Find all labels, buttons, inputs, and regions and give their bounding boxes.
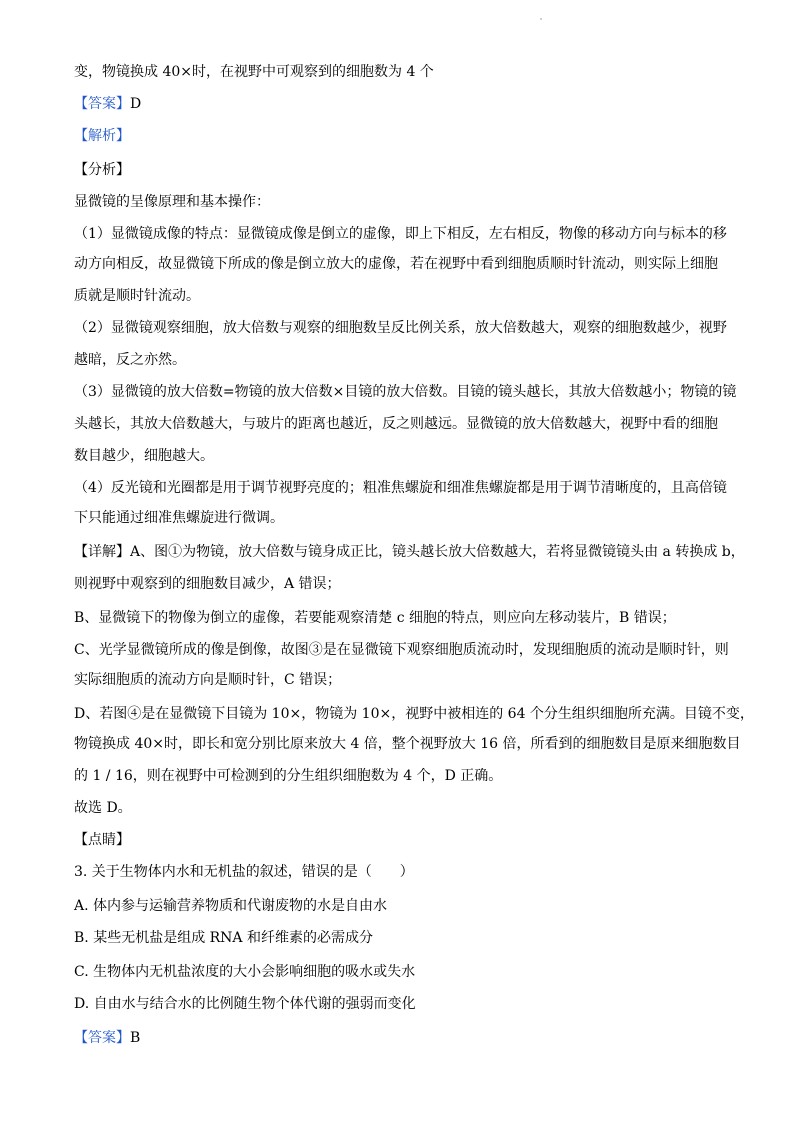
detail-line <box>74 574 341 594</box>
text-line <box>74 192 270 212</box>
option-d <box>74 994 416 1014</box>
line-text: 则视野中观察到的细胞数目减少，A 错误； <box>74 576 341 592</box>
detail-line <box>74 670 341 690</box>
line-text: 数目越少，细胞越大。 <box>74 448 214 464</box>
detail-line <box>74 734 741 754</box>
section-tag: 【解析】 <box>74 128 130 144</box>
point-1-line <box>74 224 727 244</box>
line-text: （3）显微镜的放大倍数=物镜的放大倍数×目镜的放大倍数。目镜的镜头越长，其放大倍数越小；物镜的镜 <box>74 384 737 400</box>
line-text: C. 生物体内无机盐浓度的大小会影响细胞的吸水或失水 <box>74 964 416 980</box>
line-text: 【详解】A、图①为物镜，放大倍数与镜身成正比，镜头越长放大倍数越大，若将显微镜镜头由 a 转换成 b， <box>74 544 745 560</box>
conclusion-line <box>74 798 132 818</box>
point-2-line <box>74 350 186 370</box>
answer-tag-line <box>74 94 141 114</box>
point-3-line <box>74 446 214 466</box>
analysis-tag-line <box>74 126 130 146</box>
detail-line <box>74 704 754 724</box>
line-text: 质就是顺时针流动。 <box>74 288 200 304</box>
line-text: A. 体内参与运输营养物质和代谢废物的水是自由水 <box>74 898 388 914</box>
line-text: B. 某些无机盐是组成 RNA 和纤维素的必需成分 <box>74 930 373 946</box>
line-text: 显微镜的呈像原理和基本操作： <box>74 194 270 210</box>
line-text: C、光学显微镜所成的像是倒像，故图③是在显微镜下观察细胞质流动时，发现细胞质的流动是顺时针，则 <box>74 642 729 658</box>
point-3-line <box>74 382 736 402</box>
line-text: 物镜换成 40×时，即长和宽分别比原来放大 4 倍，整个视野放大 16 倍，所看到的细胞数目是原来细胞数目 <box>74 736 741 752</box>
answer-value: D <box>130 96 142 112</box>
line-text: 变，物镜换成 40×时，在视野中可观察到的细胞数为 4 个 <box>74 64 434 80</box>
option-c <box>74 962 415 982</box>
question-stem <box>74 862 414 882</box>
line-text: 越暗，反之亦然。 <box>74 352 186 368</box>
point-4-line <box>74 478 727 498</box>
text-line <box>74 62 434 82</box>
answer-tag-line <box>74 1028 140 1048</box>
line-text: （4）反光镜和光圈都是用于调节视野亮度的；粗准焦螺旋和细准焦螺旋都是用于调节清晰度的，且高倍镜 <box>74 480 727 496</box>
line-text: 故选 D。 <box>74 800 132 816</box>
line-text: 【点睛】 <box>74 832 130 848</box>
line-text: 3. 关于生物体内水和无机盐的叙述，错误的是（ ） <box>74 864 414 880</box>
section-tag: 【答案】 <box>74 1030 130 1046</box>
point-1-line <box>74 254 718 274</box>
answer-value: B <box>130 1030 141 1046</box>
point-2-line <box>74 318 727 338</box>
line-text: 头越长，其放大倍数越大，与玻片的距离也越近，反之则越远。显微镜的放大倍数越大，视野中看的细胞 <box>74 416 718 432</box>
option-a <box>74 896 387 916</box>
fenxi-heading <box>74 160 130 180</box>
option-b <box>74 928 373 948</box>
detail-line <box>74 542 745 562</box>
scan-artifact-dot <box>540 18 542 20</box>
line-text: （2）显微镜观察细胞，放大倍数与观察的细胞数呈反比例关系，放大倍数越大，观察的细胞数越少，视野 <box>74 320 727 336</box>
line-text: 的 1 / 16，则在视野中可检测到的分生组织细胞数为 4 个，D 正确。 <box>74 768 503 784</box>
line-text: 【分析】 <box>74 162 130 178</box>
point-3-line <box>74 414 718 434</box>
line-text: B、显微镜下的物像为倒立的虚像，若要能观察清楚 c 细胞的特点，则应向左移动装片，B 错误； <box>74 610 676 626</box>
line-text: （1）显微镜成像的特点：显微镜成像是倒立的虚像，即上下相反，左右相反，物像的移动方向与标本的移 <box>74 226 727 242</box>
dianjing-heading <box>74 830 130 850</box>
line-text: D. 自由水与结合水的比例随生物个体代谢的强弱而变化 <box>74 996 416 1012</box>
line-text: 下只能通过细准焦螺旋进行微调。 <box>74 510 284 526</box>
line-text: 动方向相反，故显微镜下所成的像是倒立放大的虚像，若在视野中看到细胞质顺时针流动，则实际上细胞 <box>74 256 718 272</box>
point-1-line <box>74 286 200 306</box>
section-tag: 【答案】 <box>74 96 130 112</box>
point-4-line <box>74 508 284 528</box>
detail-line <box>74 640 729 660</box>
detail-line <box>74 608 676 628</box>
line-text: D、若图④是在显微镜下目镜为 10×，物镜为 10×，视野中被相连的 64 个分生组织细胞所充满。目镜不变， <box>74 706 754 722</box>
line-text: 实际细胞质的流动方向是顺时针，C 错误； <box>74 672 342 688</box>
detail-line <box>74 766 502 786</box>
